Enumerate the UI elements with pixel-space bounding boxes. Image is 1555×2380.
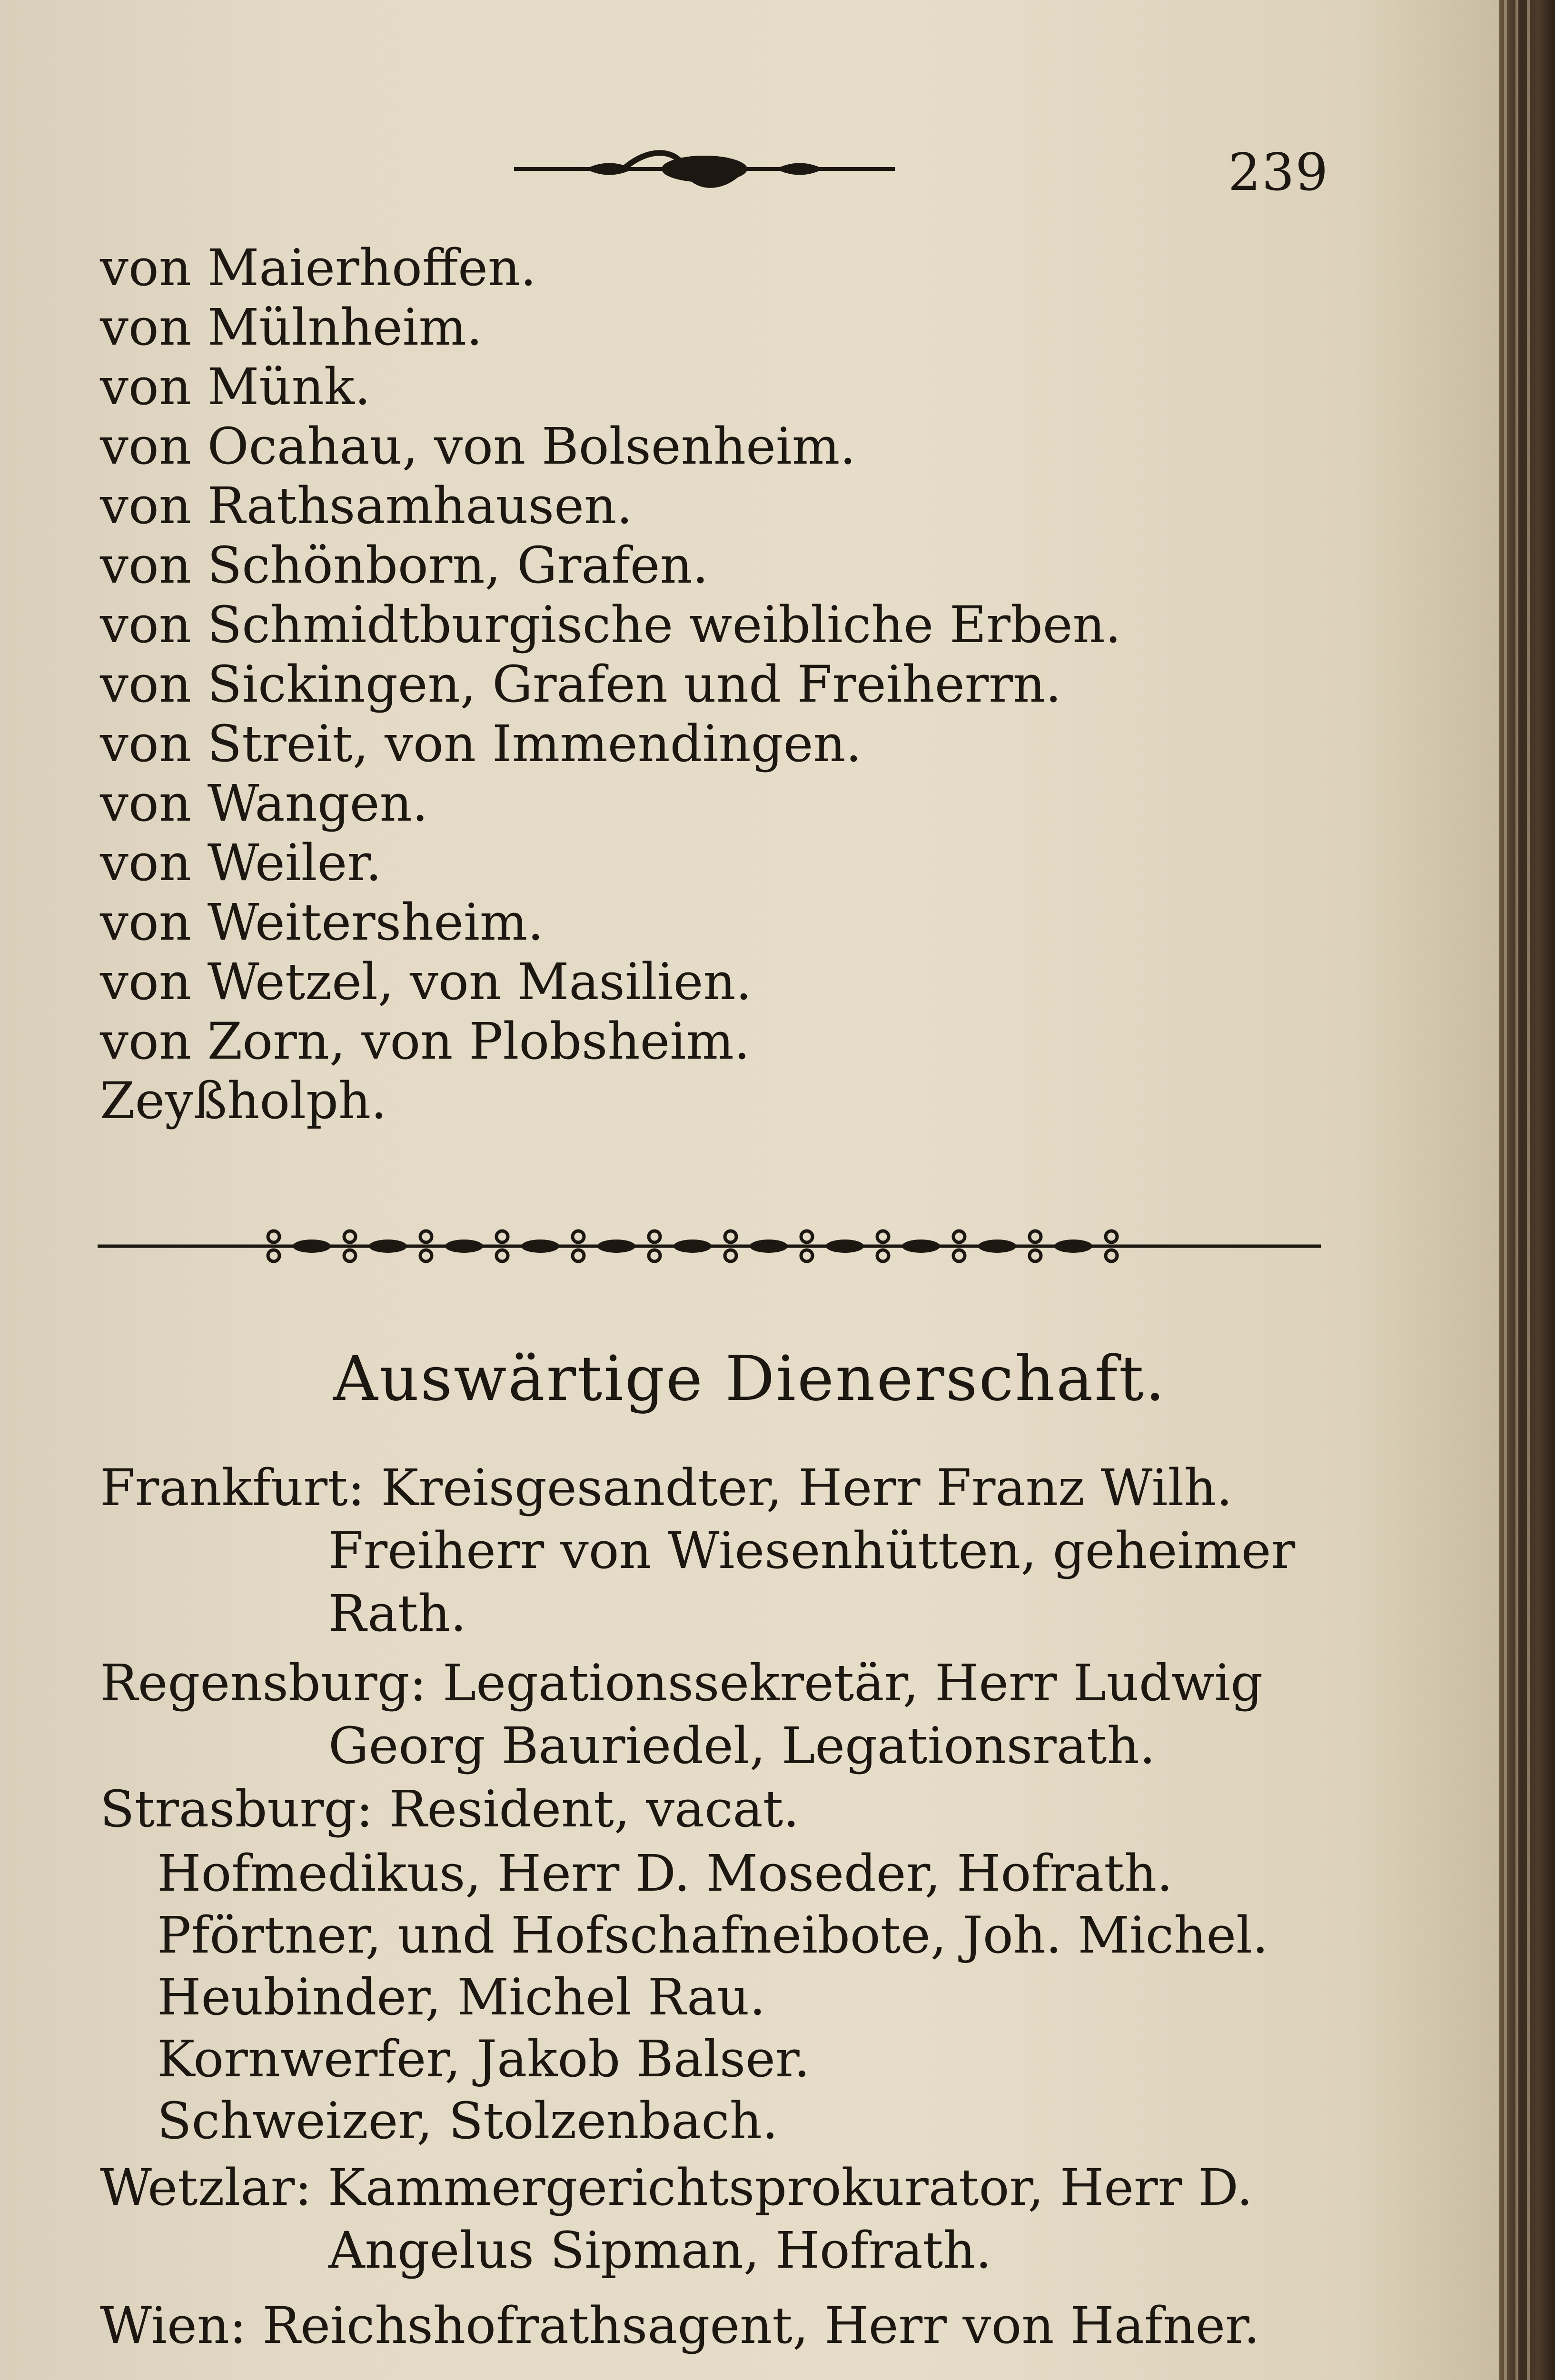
section-title: Auswärtige Dienerschaft. xyxy=(333,1342,1167,1415)
entry-line: Strasburg: Resident, vacat. xyxy=(100,1780,800,1838)
entry-line: Georg Bauriedel, Legationsrath. xyxy=(328,1716,1156,1775)
sub-entry: Heubinder, Michel Rau. xyxy=(157,1968,766,2026)
list-item: von Schmidtburgische weibliche Erben. xyxy=(100,595,1121,654)
entry-line: Rath. xyxy=(328,1584,466,1643)
section-divider-ornament xyxy=(98,1219,1321,1271)
book-spine xyxy=(1499,0,1555,2380)
list-item: von Maierhoffen. xyxy=(100,238,536,297)
entry-frankfurt xyxy=(100,1457,1328,1645)
list-item: von Rathsamhausen. xyxy=(100,476,633,535)
list-item: von Sickingen, Grafen und Freiherrn. xyxy=(100,655,1061,714)
list-item: von Schönborn, Grafen. xyxy=(100,536,709,595)
header-ornament xyxy=(514,143,895,195)
list-item: von Münk. xyxy=(100,357,371,416)
list-item: von Weiler. xyxy=(100,833,382,892)
entry-line: Freiherr von Wiesenhütten, geheimer xyxy=(328,1521,1296,1580)
list-item: von Wetzel, von Masilien. xyxy=(100,952,752,1011)
page-number: 239 xyxy=(1228,143,1329,202)
entry-wetzlar xyxy=(100,2156,1328,2282)
list-item: von Zorn, von Plobsheim. xyxy=(100,1012,750,1071)
entry-line: Angelus Sipman, Hofrath. xyxy=(328,2221,992,2280)
list-item: von Ocahau, von Bolsenheim. xyxy=(100,417,856,476)
sub-entry: Pförtner, und Hofschafneibote, Joh. Michel. xyxy=(157,1906,1268,1964)
entry-line: Regensburg: Legationssekretär, Herr Ludwig xyxy=(100,1654,1263,1712)
list-item: von Wangen. xyxy=(100,774,428,833)
list-item: von Weitersheim. xyxy=(100,893,544,952)
sub-entry: Hofmedikus, Herr D. Moseder, Hofrath. xyxy=(157,1844,1173,1903)
entry-regensburg xyxy=(100,1652,1328,1777)
list-item: Zeyßholph. xyxy=(100,1071,387,1130)
list-item: von Mülnheim. xyxy=(100,298,483,357)
entry-wien xyxy=(100,2294,1328,2357)
names-list xyxy=(100,238,1361,1130)
entry-strasburg xyxy=(100,1778,1328,1841)
sub-entry: Kornwerfer, Jakob Balser. xyxy=(157,2030,810,2088)
sub-entry: Schweizer, Stolzenbach. xyxy=(157,2092,778,2150)
list-item: von Streit, von Immendingen. xyxy=(100,714,862,773)
entry-line: Wetzlar: Kammergerichtsprokurator, Herr D. xyxy=(100,2158,1253,2217)
entry-line: Wien: Reichshofrathsagent, Herr von Hafner. xyxy=(100,2296,1260,2355)
entry-line: Frankfurt: Kreisgesandter, Herr Franz Wilh. xyxy=(100,1458,1233,1517)
